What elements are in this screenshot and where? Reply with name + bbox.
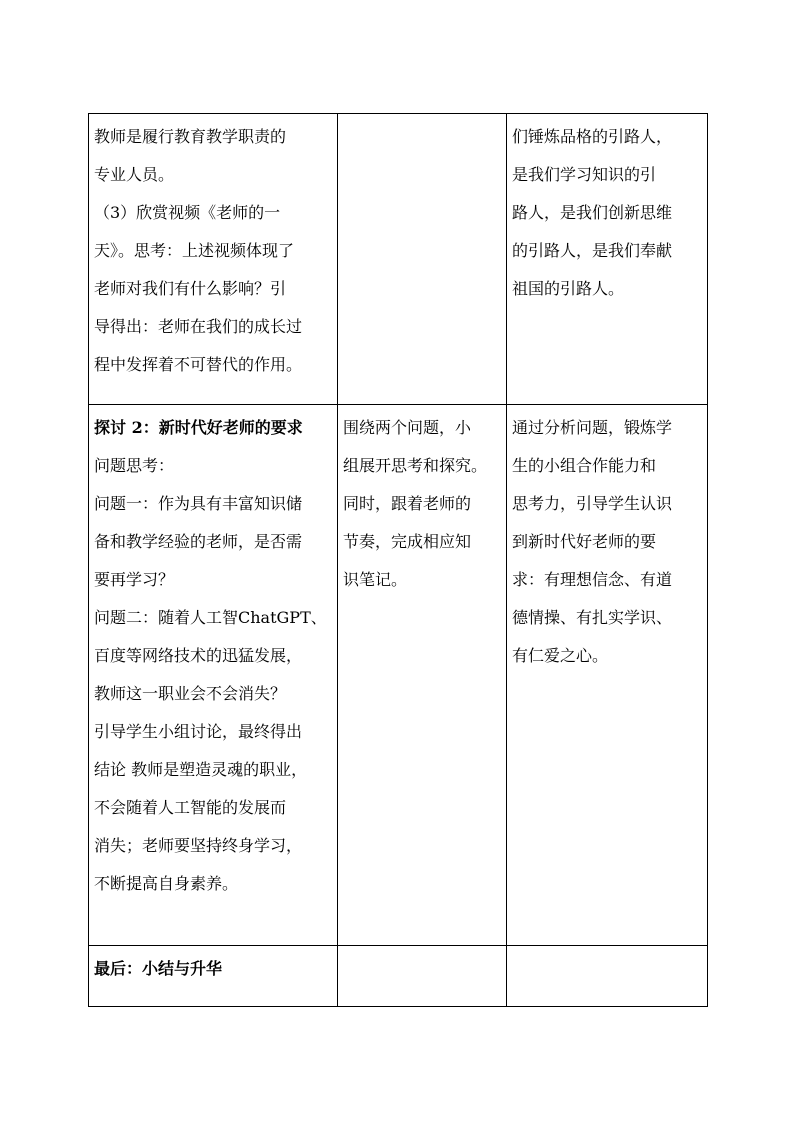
text-line: 节奏，完成相应知 (343, 532, 472, 551)
lesson-plan-table (88, 113, 708, 1007)
text-line: 组展开思考和探究。 (343, 456, 488, 475)
text-line: 教师是履行教育教学职责的 (94, 127, 287, 146)
text-line: 到新时代好老师的要 (512, 532, 657, 551)
text-line: 求：有理想信念、有道 (512, 570, 673, 589)
text-line: 要再学习？ (94, 570, 175, 589)
row2-design-intent-cell (507, 405, 708, 946)
text-line: 消失；老师要坚持终身学习， (94, 836, 303, 855)
section-heading: 最后：小结与升华 (94, 959, 223, 978)
text-line: 的引路人，是我们奉献 (512, 241, 673, 260)
text-line: 生的小组合作能力和 (512, 456, 657, 475)
row1-teacher-activity-cell (89, 114, 338, 405)
text-line: （3）欣赏视频《老师的一 (94, 203, 281, 222)
row3-design-intent-cell (507, 946, 708, 1007)
row2-student-activity-cell (338, 405, 507, 946)
text-line: 导得出：老师在我们的成长过 (94, 317, 303, 336)
text-line: 问题二：随着人工智ChatGPT、 (94, 608, 327, 627)
table-row (89, 405, 708, 946)
text-line: 围绕两个问题，小 (343, 418, 472, 437)
text-line: 不会随着人工智能的发展而 (94, 798, 287, 817)
row3-teacher-activity-cell (89, 946, 338, 1007)
text-line: 是我们学习知识的引 (512, 165, 657, 184)
text-line: 祖国的引路人。 (512, 279, 625, 298)
text-line: 思考力，引导学生认识 (512, 494, 673, 513)
text-line: 天》。思考：上述视频体现了 (94, 241, 295, 260)
text-line: 引导学生小组讨论，最终得出 (94, 722, 303, 741)
text-line: 通过分析问题，锻炼学 (512, 418, 673, 437)
table-row (89, 946, 708, 1007)
text-line: 老师对我们有什么影响？引 (94, 279, 287, 298)
section-heading: 探讨 2：新时代好老师的要求 (94, 418, 303, 437)
text-line: 问题思考： (94, 456, 175, 475)
text-line: 不断提高自身素养。 (94, 874, 239, 893)
text-line: 教师这一职业会不会消失？ (94, 684, 287, 703)
table-row (89, 114, 708, 405)
row1-student-activity-cell (338, 114, 507, 405)
text-line: 们锤炼品格的引路人， (512, 127, 673, 146)
row3-student-activity-cell (338, 946, 507, 1007)
text-line: 同时，跟着老师的 (343, 494, 472, 513)
text-line: 问题一：作为具有丰富知识储 (94, 494, 303, 513)
text-line: 路人，是我们创新思维 (512, 203, 673, 222)
text-line: 结论 教师是塑造灵魂的职业， (94, 760, 308, 779)
text-line: 德情操、有扎实学识、 (512, 608, 673, 627)
text-line: 百度等网络技术的迅猛发展， (94, 646, 303, 665)
text-line: 专业人员。 (94, 165, 175, 184)
row1-design-intent-cell (507, 114, 708, 405)
text-line: 识笔记。 (343, 570, 408, 589)
text-line: 有仁爱之心。 (512, 646, 609, 665)
text-line: 程中发挥着不可替代的作用。 (94, 355, 303, 374)
row2-teacher-activity-cell (89, 405, 338, 946)
text-line: 备和教学经验的老师，是否需 (94, 532, 303, 551)
